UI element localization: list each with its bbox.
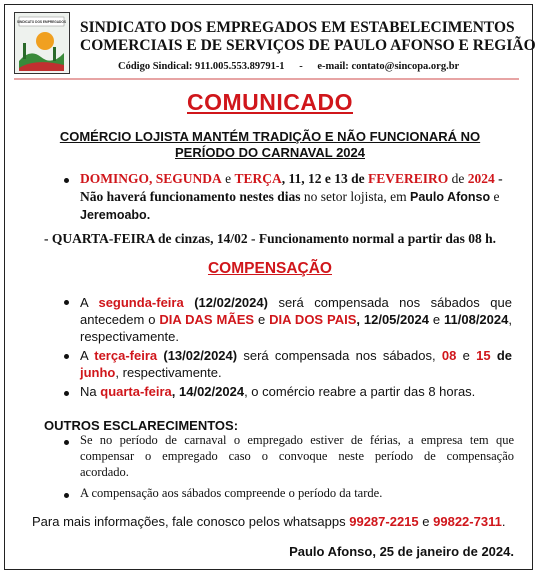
comp2-month: junho	[80, 365, 116, 380]
closure-sector: no setor lojista, em	[303, 189, 407, 204]
other1-line1: Se no período de carnaval o empregado estiver de férias, a empresa tem que	[80, 433, 514, 447]
page-title: COMUNICADO	[187, 89, 353, 115]
other1-line2: compensar o empregado caso o convoque neste período de compensação	[80, 449, 514, 463]
compensation-item-1	[80, 294, 512, 345]
comp3-date: , 14/02/2024	[171, 384, 245, 399]
email-label: e-mail:	[317, 61, 349, 72]
comp1-e: e	[257, 312, 266, 327]
closure-e2: e	[493, 189, 500, 204]
contact-line-footer	[32, 514, 505, 529]
bullet-dot	[64, 391, 69, 396]
compensation-title: COMPENSAÇÃO	[207, 260, 332, 277]
contact-end: .	[501, 514, 506, 529]
closure-paragraph	[80, 170, 520, 224]
others-title: OUTROS ESCLARECIMENTOS:	[44, 418, 239, 433]
closure-no-work: Não haverá funcionamento nestes dias	[80, 189, 301, 204]
other1-line3: acordado.	[80, 465, 129, 479]
comp3-na: Na	[80, 384, 97, 399]
closure-city2: Jeremoabo.	[80, 208, 151, 222]
bullet-dot	[64, 354, 69, 359]
subtitle-line1: COMÉRCIO LOJISTA MANTÉM TRADIÇÃO E NÃO FUNCIONARÁ NO	[59, 129, 481, 144]
bullet-dot	[64, 178, 69, 183]
comp1-date: (12/02/2024)	[194, 295, 268, 310]
comp1-e2: e	[432, 312, 441, 327]
comp1-text2: antecedem o	[80, 312, 156, 327]
org-name-line1: SINDICATO DOS EMPREGADOS EM ESTABELECIMENTOS	[80, 19, 515, 36]
compensation-item-2	[80, 347, 512, 381]
svg-text:SINDICATO DOS EMPREGADOS: SINDICATO DOS EMPREGADOS	[17, 20, 66, 24]
other-item-1	[80, 432, 514, 480]
signature-date: Paulo Afonso, 25 de janeiro de 2024.	[289, 544, 514, 559]
comp2-day: terça-feira	[94, 348, 158, 363]
comp3-day: quarta-feira	[100, 384, 172, 399]
contact-e: e	[422, 514, 430, 529]
comp1-day: segunda-feira	[98, 295, 184, 310]
closure-e: e	[225, 171, 232, 186]
comp1-date2: 11/08/2024	[444, 312, 509, 327]
closure-month: FEVEREIRO	[368, 171, 449, 186]
comp1-mothers-day: DIA DAS MÃES	[159, 312, 255, 327]
contact-line	[118, 61, 459, 72]
bullet-dot	[64, 493, 69, 498]
comp1-text1: será compensada nos sábados que	[278, 295, 512, 310]
closure-dates: , 11, 12 e 13 de	[281, 171, 365, 186]
comp1-fathers-day: DIA DOS PAIS	[269, 312, 357, 327]
comp1-a: A	[80, 295, 88, 310]
separator: -	[299, 61, 303, 72]
union-logo	[14, 12, 70, 74]
closure-tuesday: TERÇA	[234, 171, 282, 186]
comp2-day2: 15	[476, 348, 491, 363]
comp3-tail: , o comércio reabre a partir das 8 horas.	[244, 384, 476, 399]
closure-city1: Paulo Afonso	[410, 190, 491, 204]
comp2-text1: será compensada nos sábados,	[243, 348, 436, 363]
whatsapp-number-2[interactable]: 99822-7311	[433, 514, 502, 529]
comp2-tail: , respectivamente.	[115, 365, 222, 380]
org-name-line2: COMERCIAIS E DE SERVIÇOS DE PAULO AFONSO E REGIÃO	[80, 37, 536, 54]
contact-text: Para mais informações, fale conosco pelos whatsapps	[32, 514, 346, 529]
comp2-de: de	[496, 348, 512, 363]
wednesday-note: - QUARTA-FEIRA de cinzas, 14/02 - Funcionamento normal a partir das 08 h.	[44, 231, 497, 246]
other-item-2: A compensação aos sábados compreende o período da tarde.	[80, 486, 383, 500]
comp1-date1: , 12/05/2024	[356, 312, 429, 327]
email-link[interactable]: contato@sincopa.org.br	[351, 61, 460, 72]
union-code: Código Sindical: 911.005.553.89791-1	[118, 61, 285, 72]
subtitle	[55, 129, 485, 161]
closure-year: 2024	[467, 171, 495, 186]
comp2-day1: 08	[441, 348, 457, 363]
closure-dash: -	[498, 171, 503, 186]
comp2-a: A	[80, 348, 88, 363]
closure-de: de	[451, 171, 465, 186]
compensation-item-3	[80, 384, 475, 399]
whatsapp-number-1[interactable]: 99287-2215	[349, 514, 419, 529]
comp2-date: (13/02/2024)	[163, 348, 238, 363]
subtitle-line2: PERÍODO DO CARNAVAL 2024	[175, 145, 365, 160]
closure-days: DOMINGO, SEGUNDA	[80, 171, 222, 186]
comp2-e: e	[462, 348, 470, 363]
bullet-dot	[64, 300, 69, 305]
bullet-dot	[64, 440, 69, 445]
header-rule	[14, 78, 519, 80]
comp1-tail: , respectivamente.	[80, 312, 512, 344]
